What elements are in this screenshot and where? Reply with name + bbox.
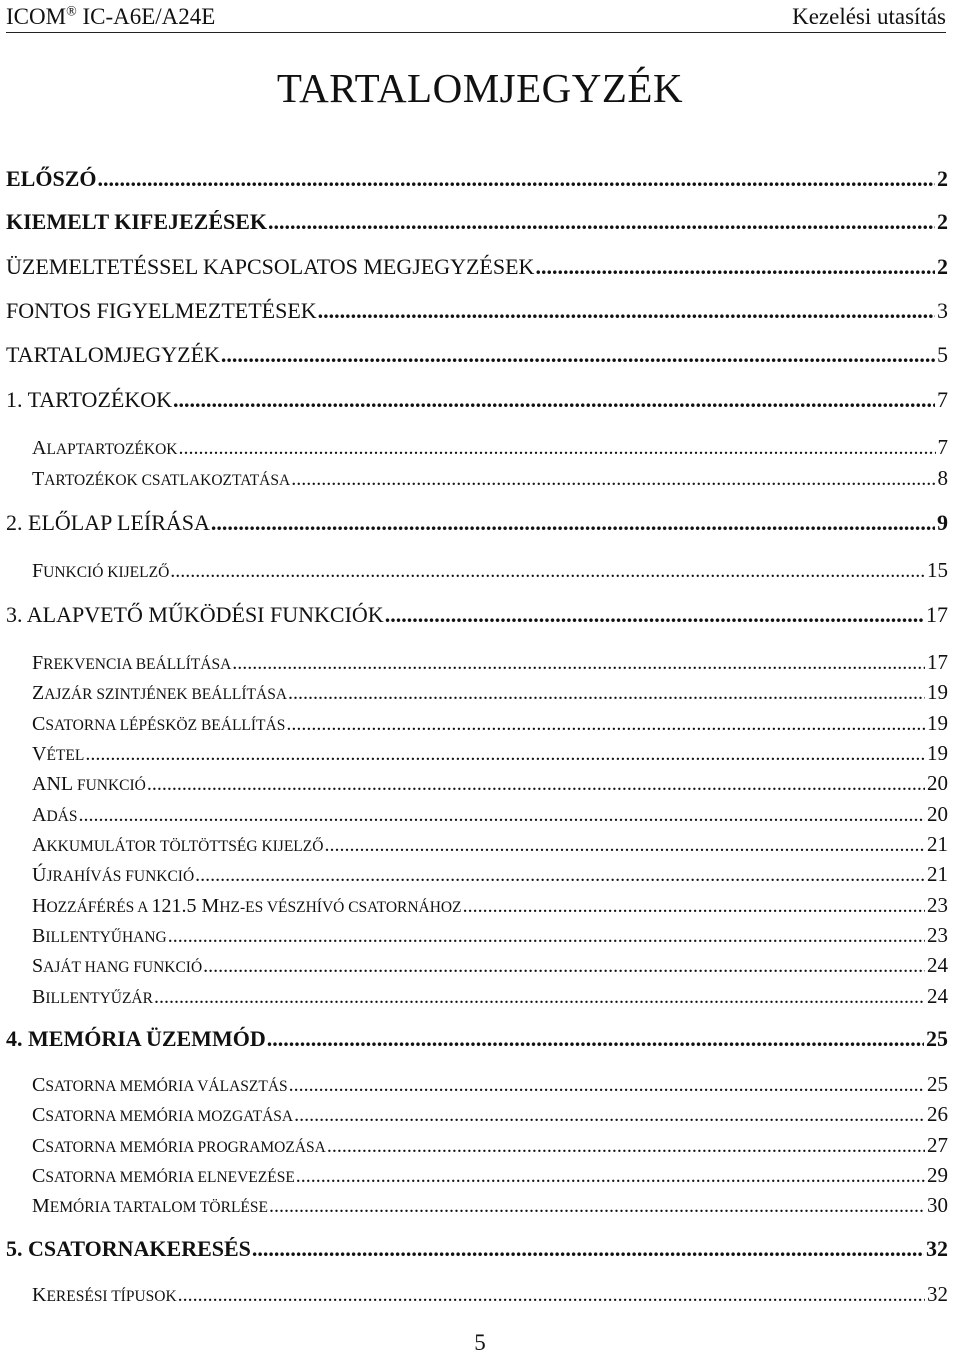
- toc-entry-page: 26: [927, 1102, 948, 1126]
- toc-entry-label: AKKUMULÁTOR TÖLTÖTTSÉG KIJELZŐ: [32, 834, 324, 856]
- toc-entry-page: 25: [926, 1026, 948, 1051]
- toc-entry-label: BILLENTYŰHANG: [32, 925, 167, 947]
- header-doc-type: Kezelési utasítás: [792, 4, 946, 29]
- toc-subentry[interactable]: [32, 923, 948, 948]
- toc-subentry[interactable]: [32, 1282, 948, 1307]
- toc-entry-page: 2: [937, 166, 948, 191]
- toc-subentry[interactable]: [32, 650, 948, 675]
- page-number: 5: [474, 1330, 486, 1355]
- toc-entry-page: 8: [937, 466, 948, 490]
- toc-entry[interactable]: [6, 1026, 948, 1052]
- toc-entry-page: 5: [937, 342, 948, 367]
- toc-subentry[interactable]: [32, 953, 948, 978]
- toc-entry-label: ÚJRAHÍVÁS FUNKCIÓ: [32, 864, 195, 886]
- toc-entry-label: ALAPTARTOZÉKOK: [32, 437, 178, 459]
- toc-entry[interactable]: [6, 342, 948, 368]
- toc-entry-label: TARTALOMJEGYZÉK: [6, 342, 220, 367]
- toc-subentry[interactable]: [32, 832, 948, 857]
- toc-entry-label: BILLENTYŰZÁR: [32, 986, 153, 1008]
- toc-entry-label: CSATORNA MEMÓRIA MOZGATÁSA: [32, 1104, 294, 1126]
- toc-subentry[interactable]: [32, 558, 948, 583]
- toc-entry-page: 23: [927, 893, 948, 917]
- toc-subentry[interactable]: [32, 862, 948, 887]
- toc-entry-page: 9: [937, 510, 948, 535]
- toc-entry-page: 30: [927, 1193, 948, 1217]
- toc-entry-label: CSATORNA MEMÓRIA VÁLASZTÁS: [32, 1074, 288, 1096]
- toc-entry-label: ADÁS: [32, 804, 78, 826]
- toc-entry-label: VÉTEL: [32, 743, 85, 765]
- toc-subentry[interactable]: [32, 802, 948, 827]
- toc-entry-label: MEMÓRIA TARTALOM TÖRLÉSE: [32, 1195, 268, 1217]
- toc-entry-page: 23: [927, 923, 948, 947]
- toc-entry-label: 1. TARTOZÉKOK: [6, 387, 172, 412]
- page-title: TARTALOMJEGYZÉK: [276, 65, 684, 111]
- toc-entry-page: 27: [927, 1133, 948, 1157]
- toc-entry-page: 32: [926, 1236, 948, 1261]
- toc-entry-page: 17: [926, 602, 948, 627]
- toc-entry-label: KERESÉSI TÍPUSOK: [32, 1284, 177, 1306]
- toc-entry-page: 19: [927, 711, 948, 735]
- toc-subentry[interactable]: [32, 680, 948, 705]
- header-model: IC-A6E/A24E: [82, 4, 216, 29]
- toc-subentry[interactable]: [32, 466, 948, 491]
- toc-entry-page: 25: [927, 1072, 948, 1096]
- toc-entry-page: 17: [927, 650, 948, 674]
- toc-entry-label: CSATORNA MEMÓRIA ELNEVEZÉSE: [32, 1165, 295, 1187]
- toc-entry-page: 29: [927, 1163, 948, 1187]
- toc-subentry[interactable]: [32, 1102, 948, 1127]
- toc-entry[interactable]: [6, 166, 948, 192]
- toc-entry-page: 20: [927, 802, 948, 826]
- toc-entry-page: 32: [927, 1282, 948, 1306]
- toc-entry[interactable]: [6, 602, 948, 628]
- toc-entry-page: 2: [937, 209, 948, 234]
- page-header: [6, 0, 946, 33]
- toc-entry-label: 5. CSATORNAKERESÉS: [6, 1236, 251, 1261]
- toc-entry-page: 15: [927, 558, 948, 582]
- toc-entry-label: FREKVENCIA BEÁLLÍTÁSA: [32, 652, 232, 674]
- toc-subentry[interactable]: [32, 741, 948, 766]
- toc-subentry[interactable]: [32, 1072, 948, 1097]
- toc-subentry[interactable]: [32, 1163, 948, 1188]
- toc-entry[interactable]: [6, 387, 948, 413]
- toc-entry[interactable]: [6, 298, 948, 324]
- toc-entry-page: 7: [937, 387, 948, 412]
- toc-entry-page: 21: [927, 862, 948, 886]
- toc-entry-label: ÜZEMELTETÉSSEL KAPCSOLATOS MEGJEGYZÉSEK: [6, 254, 535, 279]
- header-product: [6, 4, 215, 30]
- toc-entry-page: 24: [927, 953, 948, 977]
- toc-subentry[interactable]: [32, 893, 948, 918]
- toc-entry-page: 3: [937, 298, 948, 323]
- toc-subentry[interactable]: [32, 771, 948, 796]
- toc-entry[interactable]: [6, 254, 948, 280]
- toc-entry-page: 19: [927, 680, 948, 704]
- toc-entry[interactable]: [6, 209, 948, 235]
- toc-entry-page: 19: [927, 741, 948, 765]
- toc-entry-label: 2. ELŐLAP LEÍRÁSA: [6, 510, 210, 535]
- toc-entry-page: 21: [927, 832, 948, 856]
- toc-entry-label: 4. MEMÓRIA ÜZEMMÓD: [6, 1026, 266, 1051]
- toc-entry-label: FONTOS FIGYELMEZTETÉSEK: [6, 298, 317, 323]
- toc-entry-page: 7: [937, 435, 948, 459]
- header-brand: ICOM: [6, 4, 67, 29]
- toc-entry-label: HOZZÁFÉRÉS A 121.5 MHZ-ES VÉSZHÍVÓ CSATORNÁHOZ: [32, 895, 462, 917]
- toc-entry-label: ELŐSZÓ: [6, 166, 97, 191]
- toc-subentry[interactable]: [32, 1193, 948, 1218]
- toc-entry-label: CSATORNA MEMÓRIA PROGRAMOZÁSA: [32, 1135, 326, 1157]
- toc-entry[interactable]: [6, 510, 948, 536]
- toc-entry-label: FUNKCIÓ KIJELZŐ: [32, 560, 170, 582]
- toc-entry-label: 3. ALAPVETŐ MŰKÖDÉSI FUNKCIÓK: [6, 602, 384, 627]
- toc-subentry[interactable]: [32, 984, 948, 1009]
- toc-subentry[interactable]: [32, 1133, 948, 1158]
- toc-entry-label: ANL FUNKCIÓ: [32, 773, 146, 795]
- toc-subentry[interactable]: [32, 711, 948, 736]
- registered-mark: ®: [66, 4, 77, 20]
- toc-subentry[interactable]: [32, 435, 948, 460]
- toc-entry-label: TARTOZÉKOK CSATLAKOZTATÁSA: [32, 468, 291, 490]
- toc-entry-page: 2: [937, 254, 948, 279]
- toc-entry-label: ZAJZÁR SZINTJÉNEK BEÁLLÍTÁSA: [32, 682, 288, 704]
- toc-entry-page: 20: [927, 771, 948, 795]
- toc-entry-label: KIEMELT KIFEJEZÉSEK: [6, 209, 268, 234]
- toc-entry-label: SAJÁT HANG FUNKCIÓ: [32, 955, 203, 977]
- toc-entry[interactable]: [6, 1236, 948, 1262]
- toc-entry-page: 24: [927, 984, 948, 1008]
- toc-entry-label: CSATORNA LÉPÉSKÖZ BEÁLLÍTÁS: [32, 713, 286, 735]
